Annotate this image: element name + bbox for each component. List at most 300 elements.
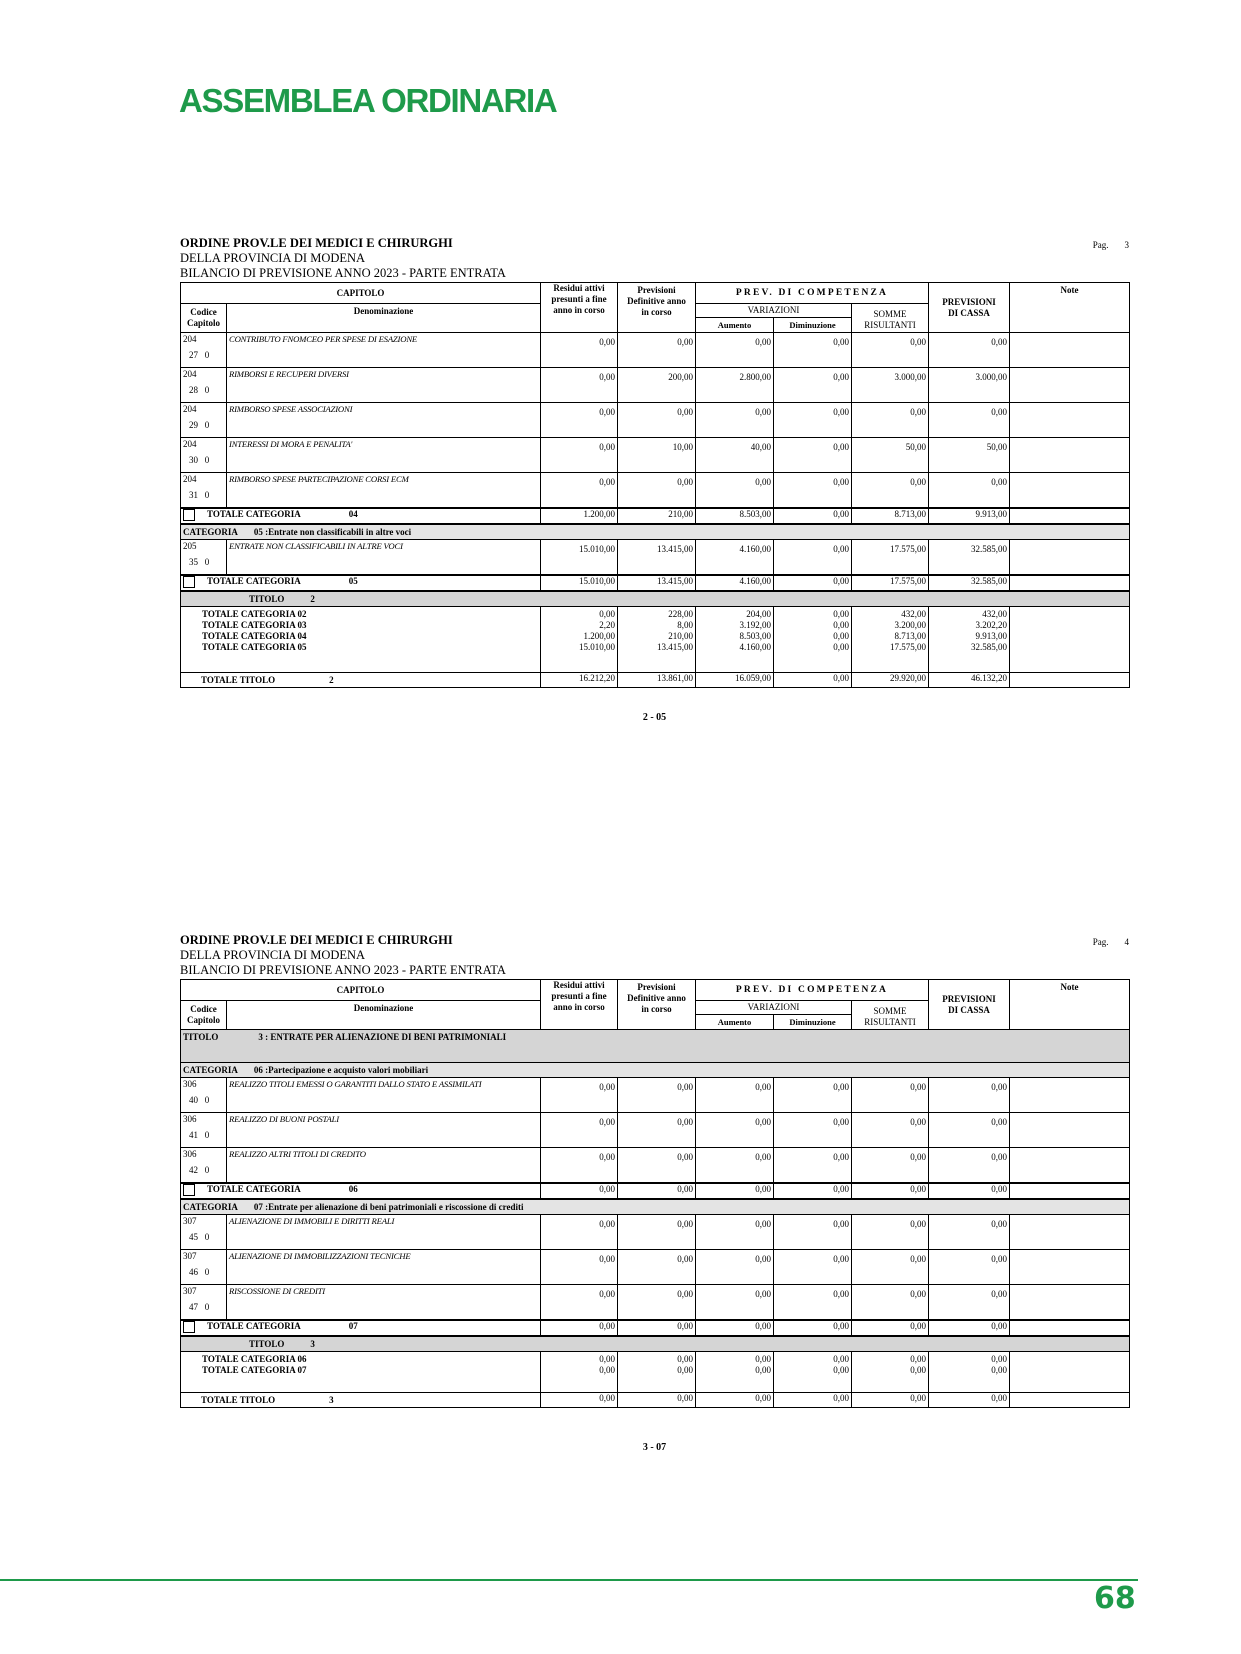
col-residui: Residui attivi: [553, 980, 605, 990]
value-cell: 9.913,00: [975, 509, 1007, 519]
note-cell: [1010, 1250, 1130, 1285]
value-cell: 0,00: [599, 1219, 615, 1229]
summary-value: 3.200,00: [894, 620, 926, 630]
capitolo-number: 45 0: [189, 1232, 210, 1242]
table-row: [181, 1078, 1130, 1113]
col-somme: SOMME: [873, 309, 907, 319]
value-cell: 0,00: [833, 1219, 849, 1229]
capitolo-name: INTERESSI DI MORA E PENALITA': [229, 439, 353, 449]
note-cell: [1010, 1285, 1130, 1321]
totale-categoria-row: [181, 1183, 1130, 1199]
value-cell: 29.920,00: [890, 673, 926, 683]
page-label: [1077, 240, 1129, 250]
value-cell: 0,00: [833, 1184, 849, 1194]
col-aumento: Aumento: [717, 320, 752, 330]
value-cell: 40,00: [750, 442, 771, 452]
note-cell: [1010, 1215, 1130, 1250]
summary-label: TOTALE CATEGORIA 03: [202, 620, 307, 630]
totale-categoria-label: TOTALE CATEGORIA: [207, 1184, 301, 1195]
budget-page-3: [180, 236, 1129, 723]
value-cell: 3.000,00: [894, 372, 926, 382]
value-cell: 50,00: [905, 442, 926, 452]
capitolo-code: 204: [183, 474, 197, 484]
totale-titolo-row: [181, 1393, 1130, 1408]
titolo-number: 3: [329, 1395, 334, 1405]
col-previsioni: Previsioni: [637, 285, 676, 295]
value-cell: 0,00: [833, 1321, 849, 1331]
col-residui: Residui attivi: [553, 283, 605, 293]
table-row: [181, 438, 1130, 473]
value-cell: 0,00: [991, 337, 1007, 347]
value-cell: 0,00: [755, 1321, 771, 1331]
col-diminuzione: Diminuzione: [789, 1017, 836, 1027]
value-cell: 0,00: [833, 1289, 849, 1299]
value-cell: 0,00: [599, 1117, 615, 1127]
value-cell: 8.503,00: [739, 509, 771, 519]
value-cell: 0,00: [755, 477, 771, 487]
categoria-number: 06: [253, 1065, 263, 1075]
categoria-number: 06: [348, 1184, 358, 1195]
value-cell: 0,00: [599, 1254, 615, 1264]
col-codice: Codice: [190, 1004, 217, 1014]
value-cell: 0,00: [677, 1321, 693, 1331]
summary-value: 9.913,00: [975, 631, 1007, 641]
summary-value: 15.010,00: [579, 642, 615, 652]
capitolo-name: ENTRATE NON CLASSIFICABILI IN ALTRE VOCI: [229, 541, 403, 551]
col-note: Note: [1060, 982, 1079, 992]
value-cell: 15.010,00: [579, 544, 615, 554]
value-cell: 0,00: [755, 1393, 771, 1403]
capitolo-number: 46 0: [189, 1267, 210, 1277]
value-cell: 50,00: [986, 442, 1007, 452]
table-row: [181, 403, 1130, 438]
note-cell: [1010, 575, 1130, 591]
capitolo-number: 42 0: [189, 1165, 210, 1175]
checkbox-icon: [183, 509, 195, 521]
summary-value: 0,00: [833, 620, 849, 630]
col-cassa: PREVISIONI: [942, 993, 996, 1004]
budget-table: [180, 979, 1130, 1408]
capitolo-code: 307: [183, 1251, 197, 1261]
capitolo-number: 47 0: [189, 1302, 210, 1312]
value-cell: 0,00: [755, 1184, 771, 1194]
value-cell: 0,00: [677, 1117, 693, 1127]
pag-number: 3: [1124, 240, 1129, 250]
value-cell: 0,00: [755, 1254, 771, 1264]
capitolo-name: RIMBORSI E RECUPERI DIVERSI: [229, 369, 349, 379]
categoria-label: CATEGORIA: [183, 1202, 238, 1212]
categoria-number: 07: [348, 1321, 358, 1332]
value-cell: 2.800,00: [739, 372, 771, 382]
value-cell: 0,00: [910, 1254, 926, 1264]
summary-value: 210,00: [668, 631, 693, 641]
capitolo-name: REALIZZO TITOLI EMESSI O GARANTITI DALLO STATO E ASSIMILATI: [229, 1079, 482, 1089]
capitolo-code: 306: [183, 1114, 197, 1124]
value-cell: 200,00: [668, 372, 693, 382]
value-cell: 0,00: [833, 477, 849, 487]
capitolo-number: 29 0: [189, 420, 210, 430]
capitolo-code: 204: [183, 404, 197, 414]
table-header-row: [181, 283, 1130, 304]
value-cell: 13.861,00: [657, 673, 693, 683]
checkbox-icon: [183, 576, 195, 588]
value-cell: 0,00: [599, 442, 615, 452]
value-cell: 0,00: [599, 1152, 615, 1162]
value-cell: 0,00: [755, 1082, 771, 1092]
value-cell: 32.585,00: [971, 544, 1007, 554]
value-cell: 0,00: [910, 1117, 926, 1127]
note-cell: [1010, 403, 1130, 438]
pag-label: Pag.: [1092, 240, 1109, 250]
value-cell: 0,00: [833, 509, 849, 519]
value-cell: 0,00: [833, 442, 849, 452]
capitolo-number: 35 0: [189, 557, 210, 567]
value-cell: 0,00: [991, 1117, 1007, 1127]
value-cell: 3.000,00: [975, 372, 1007, 382]
summary-value: 3.202,20: [975, 620, 1007, 630]
value-cell: 0,00: [910, 337, 926, 347]
capitolo-name: CONTRIBUTO FNOMCEO PER SPESE DI ESAZIONE: [229, 334, 418, 344]
value-cell: 0,00: [991, 1184, 1007, 1194]
value-cell: 8.713,00: [894, 509, 926, 519]
value-cell: 0,00: [677, 1393, 693, 1403]
table-row: [181, 473, 1130, 509]
value-cell: 0,00: [755, 1219, 771, 1229]
titolo-label: TITOLO: [183, 1032, 219, 1042]
value-cell: 0,00: [755, 1289, 771, 1299]
note-cell: [1010, 540, 1130, 576]
value-cell: 0,00: [677, 1152, 693, 1162]
titolo-header-row: [181, 1030, 1130, 1063]
categoria-row: [181, 1199, 1130, 1215]
totale-categoria-label: TOTALE CATEGORIA: [207, 576, 301, 587]
value-cell: 0,00: [599, 1289, 615, 1299]
document-title: BILANCIO DI PREVISIONE ANNO 2023 - PARTE ENTRATA: [180, 963, 506, 977]
value-cell: 0,00: [599, 1184, 615, 1194]
value-cell: 0,00: [599, 1082, 615, 1092]
value-cell: 4.160,00: [739, 544, 771, 554]
summary-value: 1.200,00: [583, 631, 615, 641]
value-cell: 0,00: [599, 372, 615, 382]
titolo-label: TITOLO: [249, 594, 285, 604]
categoria-number: 05: [253, 527, 263, 537]
org-name: ORDINE PROV.LE DEI MEDICI E CHIRURGHI: [180, 236, 453, 250]
value-cell: 0,00: [677, 337, 693, 347]
value-cell: 4.160,00: [739, 576, 771, 586]
titolo-summary: [181, 1352, 1130, 1393]
table-row: [181, 333, 1130, 368]
capitolo-name: RIMBORSO SPESE PARTECIPAZIONE CORSI ECM: [229, 474, 409, 484]
value-cell: 0,00: [677, 1082, 693, 1092]
titolo-number: 3: [310, 1339, 315, 1349]
table-row: [181, 1113, 1130, 1148]
value-cell: 0,00: [677, 1219, 693, 1229]
variazioni-label: VARIAZIONI: [747, 305, 800, 315]
col-previsioni: Previsioni: [637, 982, 676, 992]
value-cell: 0,00: [910, 1152, 926, 1162]
capitolo-number: 28 0: [189, 385, 210, 395]
totale-titolo-row: [181, 673, 1130, 688]
titolo-summary: [181, 607, 1130, 673]
value-cell: 0,00: [755, 1152, 771, 1162]
variazioni-label: VARIAZIONI: [747, 1002, 800, 1012]
col-denominazione: Denominazione: [353, 1003, 414, 1013]
categoria-number: 05: [348, 576, 358, 587]
summary-value: 0,00: [910, 1354, 926, 1364]
value-cell: 0,00: [991, 1152, 1007, 1162]
capitolo-code: 205: [183, 541, 197, 551]
section-footer: 3 - 07: [642, 1442, 667, 1453]
value-cell: 0,00: [991, 1321, 1007, 1331]
col-residui: presunti a fine: [551, 991, 607, 1001]
summary-value: 0,00: [677, 1365, 693, 1375]
capitolo-number: 30 0: [189, 455, 210, 465]
summary-value: 0,00: [755, 1365, 771, 1375]
value-cell: 0,00: [833, 1082, 849, 1092]
summary-value: 8,00: [677, 620, 693, 630]
summary-value: 0,00: [833, 1354, 849, 1364]
summary-value: 0,00: [599, 609, 615, 619]
summary-label: TOTALE CATEGORIA 06: [202, 1354, 307, 1364]
summary-value: 432,00: [982, 609, 1007, 619]
col-codice: Capitolo: [186, 318, 220, 328]
value-cell: 0,00: [755, 407, 771, 417]
capitolo-name: RISCOSSIONE DI CREDITI: [229, 1286, 325, 1296]
col-residui: anno in corso: [553, 1002, 605, 1012]
note-cell: [1010, 368, 1130, 403]
budget-table: [180, 282, 1130, 688]
value-cell: 15.010,00: [579, 576, 615, 586]
value-cell: 0,00: [991, 407, 1007, 417]
totale-categoria-label: TOTALE CATEGORIA: [207, 1321, 301, 1332]
note-cell: [1010, 508, 1130, 524]
value-cell: 0,00: [833, 1152, 849, 1162]
capitolo-name: REALIZZO ALTRI TITOLI DI CREDITO: [229, 1149, 366, 1159]
value-cell: 46.132,20: [971, 673, 1007, 683]
note-cell: [1010, 673, 1130, 688]
col-previsioni: Definitive anno: [627, 296, 686, 306]
value-cell: 0,00: [599, 1321, 615, 1331]
value-cell: 0,00: [991, 1219, 1007, 1229]
table-row: [181, 1215, 1130, 1250]
page-title: ASSEMBLEA ORDINARIA: [179, 82, 557, 119]
value-cell: 13.415,00: [657, 576, 693, 586]
col-cassa: PREVISIONI: [942, 296, 996, 307]
capitolo-code: 307: [183, 1286, 197, 1296]
value-cell: 0,00: [599, 407, 615, 417]
value-cell: 0,00: [910, 1321, 926, 1331]
totale-categoria-row: [181, 575, 1130, 591]
titolo-label: TITOLO: [249, 1339, 285, 1349]
value-cell: 17.575,00: [890, 576, 926, 586]
col-diminuzione: Diminuzione: [789, 320, 836, 330]
value-cell: 32.585,00: [971, 576, 1007, 586]
titolo-desc: 3 : ENTRATE PER ALIENAZIONE DI BENI PATRIMONIALI: [258, 1032, 507, 1042]
note-cell: [1010, 1148, 1130, 1184]
col-somme: RISULTANTI: [864, 1017, 916, 1027]
summary-value: 0,00: [910, 1365, 926, 1375]
value-cell: 0,00: [677, 477, 693, 487]
categoria-label: CATEGORIA: [183, 527, 238, 537]
summary-value: 8.713,00: [894, 631, 926, 641]
summary-value: 32.585,00: [971, 642, 1007, 652]
note-cell: [1010, 438, 1130, 473]
org-province: DELLA PROVINCIA DI MODENA: [180, 948, 366, 962]
summary-value: 0,00: [991, 1354, 1007, 1364]
value-cell: 1.200,00: [583, 509, 615, 519]
col-note: Note: [1060, 285, 1079, 295]
value-cell: 0,00: [991, 1393, 1007, 1403]
value-cell: 13.415,00: [657, 544, 693, 554]
totale-titolo-label: TOTALE TITOLO: [201, 675, 276, 685]
value-cell: 0,00: [677, 1184, 693, 1194]
capitolo-name: ALIENAZIONE DI IMMOBILIZZAZIONI TECNICHE: [229, 1251, 411, 1261]
col-cassa: DI CASSA: [948, 307, 990, 318]
categoria-label: CATEGORIA: [183, 1065, 238, 1075]
summary-value: 432,00: [901, 609, 926, 619]
capitolo-number: 40 0: [189, 1095, 210, 1105]
page-label: [1077, 937, 1129, 947]
col-capitolo: CAPITOLO: [336, 984, 385, 995]
categoria-desc: :Entrate non classificabili in altre voci: [265, 527, 412, 537]
table-header-row: [181, 980, 1130, 1001]
value-cell: 0,00: [833, 1254, 849, 1264]
col-previsioni: in corso: [641, 1004, 672, 1014]
summary-value: 0,00: [599, 1365, 615, 1375]
value-cell: 0,00: [910, 1219, 926, 1229]
table-row: [181, 1148, 1130, 1184]
value-cell: 0,00: [833, 372, 849, 382]
summary-value: 8.503,00: [739, 631, 771, 641]
capitolo-number: 41 0: [189, 1130, 210, 1140]
value-cell: 10,00: [672, 442, 693, 452]
value-cell: 0,00: [833, 1117, 849, 1127]
summary-label: TOTALE CATEGORIA 04: [202, 631, 307, 641]
col-previsioni: in corso: [641, 307, 672, 317]
document-title: BILANCIO DI PREVISIONE ANNO 2023 - PARTE ENTRATA: [180, 266, 506, 280]
checkbox-icon: [183, 1321, 195, 1333]
capitolo-code: 204: [183, 369, 197, 379]
summary-value: 0,00: [833, 642, 849, 652]
summary-value: 17.575,00: [890, 642, 926, 652]
pag-number: 4: [1124, 937, 1129, 947]
capitolo-code: 204: [183, 334, 197, 344]
col-previsioni: Definitive anno: [627, 993, 686, 1003]
summary-value: 0,00: [599, 1354, 615, 1364]
value-cell: 0,00: [991, 1254, 1007, 1264]
capitolo-name: REALIZZO DI BUONI POSTALI: [229, 1114, 339, 1124]
summary-value: 0,00: [833, 631, 849, 641]
value-cell: 0,00: [833, 337, 849, 347]
categoria-row: [181, 1063, 1130, 1078]
org-province: DELLA PROVINCIA DI MODENA: [180, 251, 366, 265]
summary-value: 0,00: [755, 1354, 771, 1364]
col-competenza: PREV. DI COMPETENZA: [735, 288, 889, 298]
value-cell: 0,00: [755, 337, 771, 347]
capitolo-code: 204: [183, 439, 197, 449]
value-cell: 0,00: [599, 477, 615, 487]
value-cell: 0,00: [910, 1082, 926, 1092]
value-cell: 0,00: [677, 1254, 693, 1264]
capitolo-code: 307: [183, 1216, 197, 1226]
col-codice: Codice: [190, 307, 217, 317]
categoria-desc: :Entrate per alienazione di beni patrimoniali e riscossione di crediti: [265, 1202, 524, 1212]
note-cell: [1010, 333, 1130, 368]
col-codice: Capitolo: [186, 1015, 220, 1025]
value-cell: 0,00: [833, 544, 849, 554]
org-name: ORDINE PROV.LE DEI MEDICI E CHIRURGHI: [180, 933, 453, 947]
summary-value: 3.192,00: [739, 620, 771, 630]
value-cell: 0,00: [833, 407, 849, 417]
totale-categoria-row: [181, 1320, 1130, 1336]
value-cell: 16.212,20: [579, 673, 615, 683]
summary-value: 4.160,00: [739, 642, 771, 652]
footer-divider: [0, 1579, 1138, 1581]
note-cell: [1010, 1320, 1130, 1336]
value-cell: 0,00: [833, 576, 849, 586]
value-cell: 16.059,00: [735, 673, 771, 683]
col-competenza: PREV. DI COMPETENZA: [735, 985, 889, 995]
col-aumento: Aumento: [717, 1017, 752, 1027]
totale-categoria-row: [181, 508, 1130, 524]
summary-value: 0,00: [991, 1365, 1007, 1375]
value-cell: 0,00: [910, 407, 926, 417]
summary-value: 2,20: [599, 620, 615, 630]
value-cell: 0,00: [833, 673, 849, 683]
capitolo-code: 306: [183, 1079, 197, 1089]
col-somme: SOMME: [873, 1006, 907, 1016]
totale-titolo-label: TOTALE TITOLO: [201, 1395, 276, 1405]
summary-value: 0,00: [677, 1354, 693, 1364]
summary-value: 0,00: [833, 1365, 849, 1375]
capitolo-name: RIMBORSO SPESE ASSOCIAZIONI: [229, 404, 353, 414]
capitolo-number: 27 0: [189, 350, 210, 360]
value-cell: 0,00: [755, 1117, 771, 1127]
capitolo-name: ALIENAZIONE DI IMMOBILI E DIRITTI REALI: [229, 1216, 395, 1226]
titolo-number: 2: [310, 594, 315, 604]
totale-categoria-label: TOTALE CATEGORIA: [207, 509, 301, 520]
value-cell: 0,00: [910, 1184, 926, 1194]
value-cell: 0,00: [599, 1393, 615, 1403]
col-residui: presunti a fine: [551, 294, 607, 304]
section-footer: 2 - 05: [642, 712, 667, 723]
col-denominazione: Denominazione: [353, 306, 414, 316]
summary-value: 228,00: [668, 609, 693, 619]
table-row: [181, 1250, 1130, 1285]
value-cell: 0,00: [910, 477, 926, 487]
col-variazioni: [696, 1001, 851, 1015]
note-cell: [1010, 1078, 1130, 1113]
col-capitolo: CAPITOLO: [336, 287, 385, 298]
note-cell: [1010, 1113, 1130, 1148]
summary-value: 0,00: [833, 609, 849, 619]
page-number: 68: [1094, 1581, 1136, 1616]
table-row: [181, 540, 1130, 576]
value-cell: 0,00: [833, 1393, 849, 1403]
summary-label: TOTALE CATEGORIA 02: [202, 609, 307, 619]
table-row: [181, 368, 1130, 403]
value-cell: 0,00: [910, 1393, 926, 1403]
titolo-number: 2: [329, 675, 334, 685]
note-cell: [1010, 1393, 1130, 1408]
value-cell: 17.575,00: [890, 544, 926, 554]
col-cassa: DI CASSA: [948, 1004, 990, 1015]
col-somme: RISULTANTI: [864, 320, 916, 330]
value-cell: 0,00: [677, 1289, 693, 1299]
col-variazioni: [696, 304, 851, 318]
value-cell: 0,00: [991, 1289, 1007, 1299]
summary-value: 13.415,00: [657, 642, 693, 652]
